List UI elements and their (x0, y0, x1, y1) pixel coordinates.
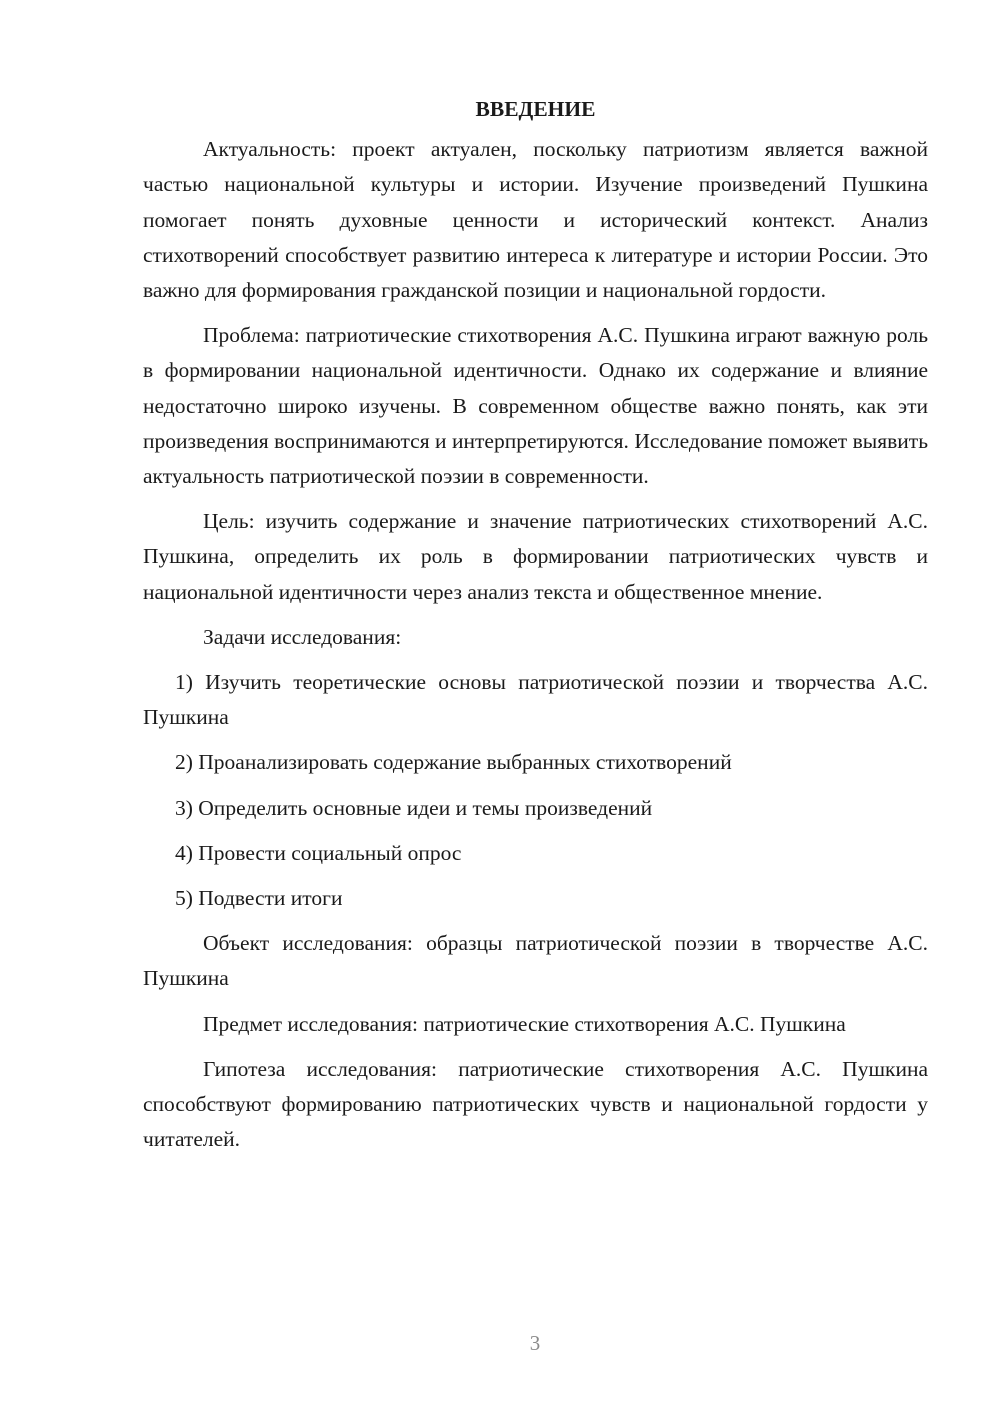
paragraph-hypothesis: Гипотеза исследования: патриотические стихотворения А.С. Пушкина способствуют формированию патриотических чувств и национальной гордости у читателей. (143, 1056, 928, 1152)
paragraph-goal: Цель: изучить содержание и значение патриотических стихотворений А.С. Пушкина, определить их роль в формировании патриотических чувств и национальной идентичности через анализ текста и общественное мнение. (143, 509, 928, 604)
task-item-4: 4) Провести социальный опрос (175, 840, 462, 865)
task-item-3: 3) Определить основные идеи и темы произведений (175, 795, 653, 820)
page-number: 3 (529, 1331, 541, 1355)
page-title: ВВЕДЕНИЕ (475, 97, 596, 121)
task-item-5: 5) Подвести итоги (175, 886, 343, 911)
tasks-heading: Задачи исследования: (203, 624, 402, 649)
paragraph-object: Объект исследования: образцы патриотической поэзии в творчестве А.С. Пушкина (143, 931, 928, 991)
task-item-2: 2) Проанализировать содержание выбранных стихотворений (175, 750, 732, 775)
task-item-1: 1) Изучить теоретические основы патриотической поэзии и творчества А.С. Пушкина (143, 670, 928, 730)
paragraph-problem: Проблема: патриотические стихотворения А.С. Пушкина играют важную роль в формировании национальной идентичности. Однако их содержание и влияние недостаточно широко изучены. В современном обществе важно понять, как эти произведения воспринимаются и интерпретируются. Исследование поможет выявить актуальность патриотической поэзии в современности. (143, 323, 928, 489)
document-page (143, 92, 928, 1167)
paragraph-relevance: Актуальность: проект актуален, поскольку патриотизм является важной частью национальной культуры и истории. Изучение произведений Пушкина помогает понять духовные ценности и исторический контекст. Анализ стихотворений способствует развитию интереса к литературе и истории России. Это важно для формирования гражданской позиции и национальной гордости. (143, 137, 928, 303)
paragraph-subject: Предмет исследования: патриотические стихотворения А.С. Пушкина (203, 1011, 846, 1036)
